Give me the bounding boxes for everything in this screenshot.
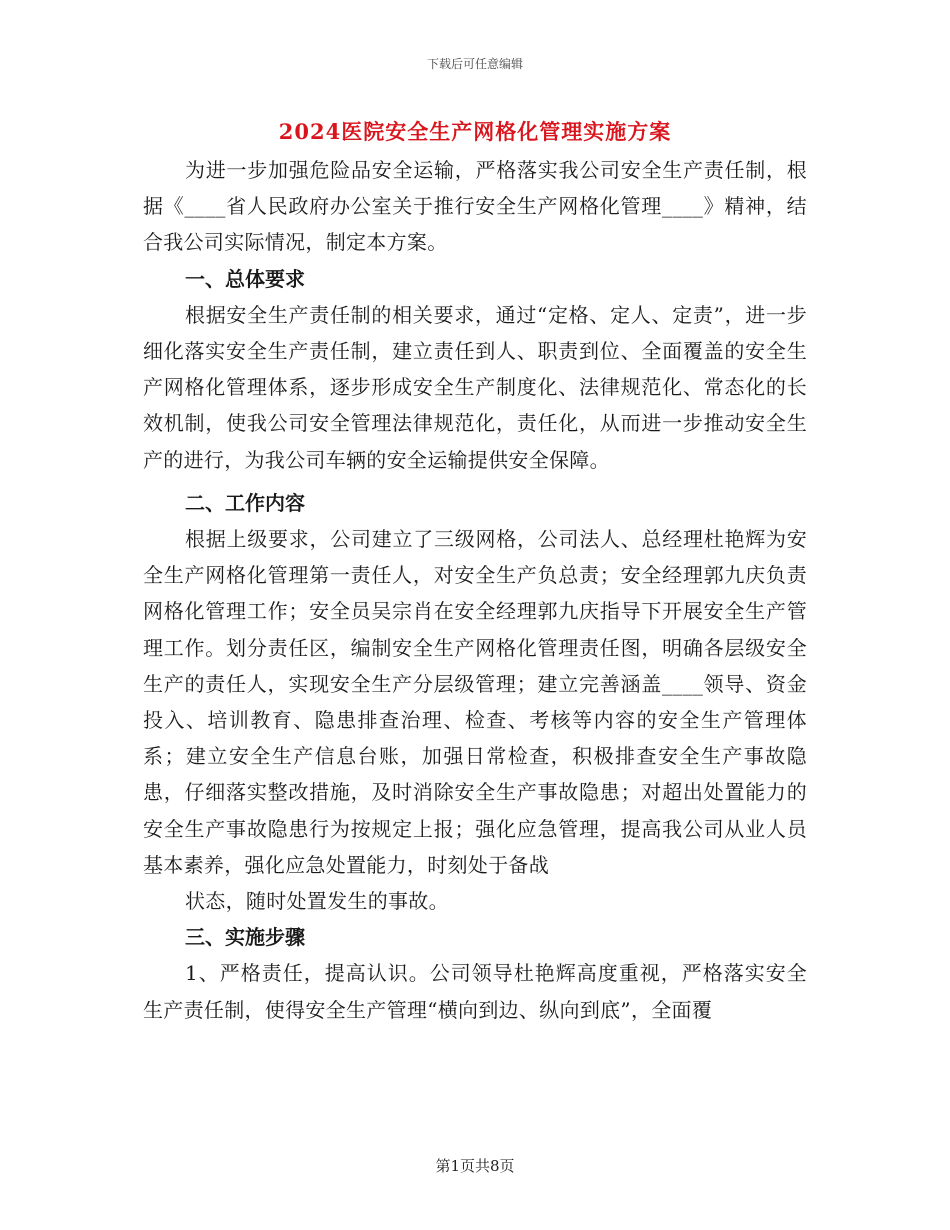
section-heading-work-content: 二、工作内容 bbox=[185, 490, 305, 515]
general-requirements-paragraph: 根据安全生产责任制的相关要求，通过“定格、定人、定责”，进一步细化落实安全生产责任制，建立责任到人、职责到位、全面覆盖的安全生产网格化管理体系，逐步形成安全生产制度化、法律规范化、常态化的长效机制，使我公司安全管理法律规范化，责任化，从而进一步推动安全生产的进行，为我公司车辆的安全运输提供安全保障。 bbox=[143, 302, 807, 472]
section-heading-implementation-steps: 三、实施步骤 bbox=[185, 925, 305, 950]
page-number-footer: 第1页共8页 bbox=[435, 1157, 515, 1175]
document-title: 2024医院安全生产网格化管理实施方案 bbox=[278, 119, 672, 144]
section-heading-general-requirements: 一、总体要求 bbox=[185, 266, 305, 291]
header-note: 下载后可任意编辑 bbox=[426, 57, 523, 71]
work-content-continuation: 状态，随时处置发生的事故。 bbox=[185, 889, 449, 914]
document-body bbox=[143, 152, 807, 1028]
work-content-paragraph: 根据上级要求，公司建立了三级网格，公司法人、总经理杜艳辉为安全生产网格化管理第一责任人，对安全生产负总责；安全经理郭九庆负责网格化管理工作；安全员吴宗肖在安全经理郭九庆指导下开展安全生产管理工作。划分责任区，编制安全生产网格化管理责任图，明确各层级安全生产的责任人，实现安全生产分层级管理；建立完善涵盖____领导、资金投入、培训教育、隐患排查治理、检查、考核等内容的安全生产管理体系；建立安全生产信息台账，加强日常检查，积极排查安全生产事故隐患，仔细落实整改措施，及时消除安全生产事故隐患；对超出处置能力的安全生产事故隐患行为按规定上报；强化应急管理，提高我公司从业人员基本素养，强化应急处置能力，时刻处于备战 bbox=[143, 527, 807, 877]
intro-paragraph: 为进一步加强危险品安全运输，严格落实我公司安全生产责任制，根据《____省人民政府办公室关于推行安全生产网格化管理____》精神，结合我公司实际情况，制定本方案。 bbox=[143, 158, 807, 255]
implementation-step-1-paragraph: 1、严格责任，提高认识。公司领导杜艳辉高度重视，严格落实安全生产责任制，使得安全生产管理“横向到边、纵向到底”，全面覆 bbox=[143, 961, 807, 1022]
